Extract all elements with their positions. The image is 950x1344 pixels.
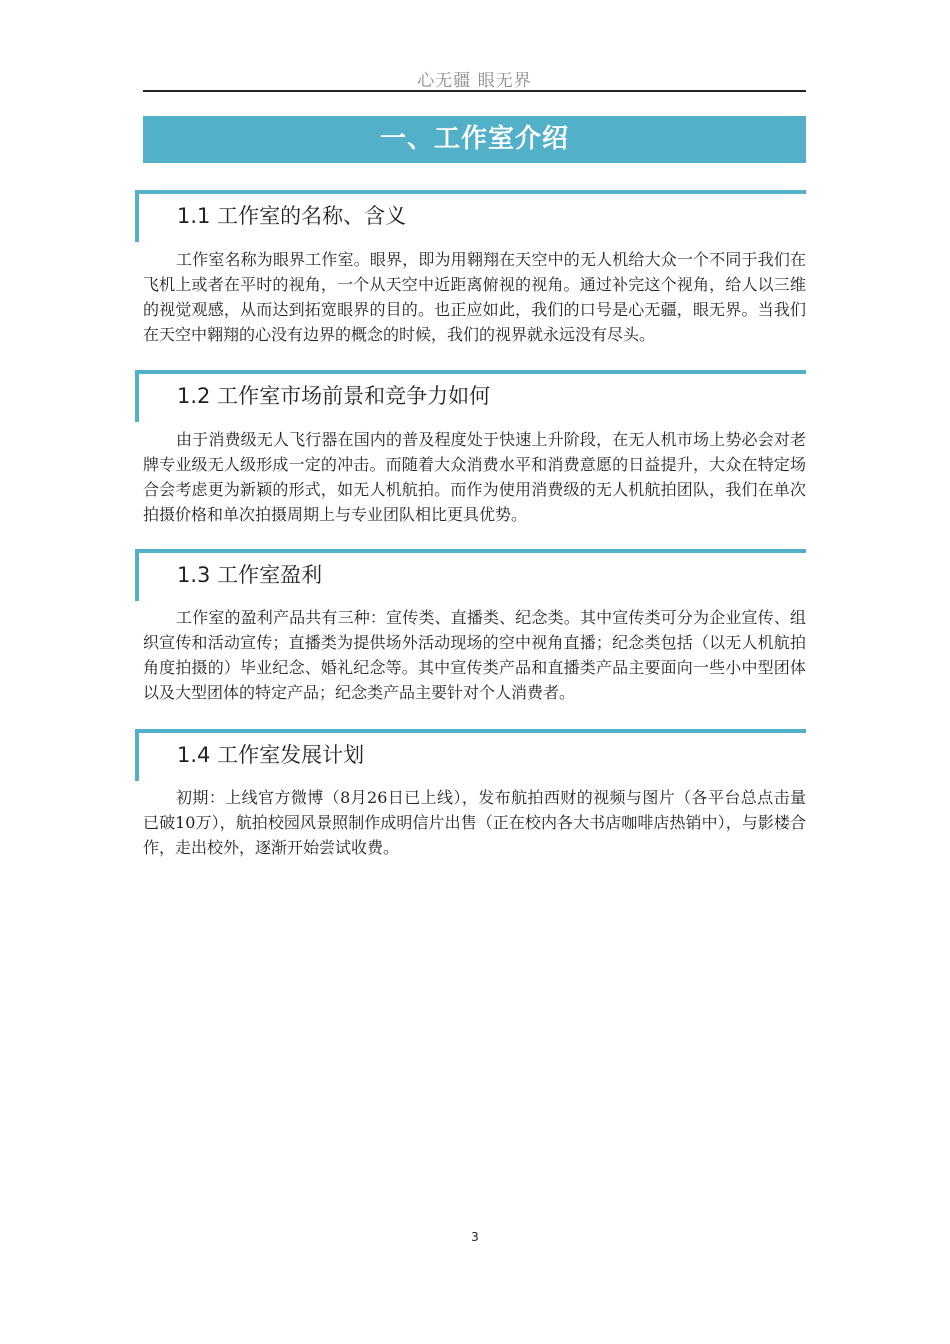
- section-body-1-1: 工作室名称为眼界工作室。眼界，即为用翱翔在天空中的无人机给大众一个不同于我们在飞机上或者在平时的视角，一个从天空中近距离俯视的视角。通过补完这个视角，给人以三维的视觉观感，从而达到拓宽眼界的目的。也正应如此，我们的口号是心无疆，眼无界。当我们在天空中翱翔的心没有边界的概念的时候，我们的视界就永远没有尽头。: [143, 250, 806, 344]
- header-rule: [143, 90, 806, 92]
- section-rule-left: [135, 190, 139, 242]
- section-title: 1.2 工作室市场前景和竞争力如何: [177, 384, 491, 408]
- page-number: 3: [471, 1230, 479, 1244]
- chapter-title: 一、工作室介绍: [143, 116, 806, 163]
- section-body-1-2: 由于消费级无人飞行器在国内的普及程度处于快速上升阶段，在无人机市场上势必会对老牌专业级无人级形成一定的冲击。而随着大众消费水平和消费意愿的日益提升，大众在特定场合会考虑更为新颖的形式，如无人机航拍。而作为使用消费级的无人机航拍团队，我们在单次拍摄价格和单次拍摄周期上与专业团队相比更具优势。: [143, 430, 806, 524]
- section-rule-top: [135, 190, 806, 194]
- section-rule-left: [135, 370, 139, 422]
- section-title: 1.1 工作室的名称、含义: [177, 204, 407, 228]
- section-rule-left: [135, 549, 139, 601]
- section-rule-left: [135, 729, 139, 781]
- section-title: 1.4 工作室发展计划: [177, 743, 365, 767]
- section-rule-top: [135, 370, 806, 374]
- section-body-1-4: 初期：上线官方微博（8月26日已上线），发布航拍西财的视频与图片（各平台总点击量已破10万），航拍校园风景照制作成明信片出售（正在校内各大书店咖啡店热销中），与影楼合作，走出校外，逐渐开始尝试收费。: [143, 788, 806, 857]
- section-rule-top: [135, 549, 806, 553]
- section-title: 1.3 工作室盈利: [177, 563, 323, 587]
- running-header: 心无疆 眼无界: [417, 71, 532, 91]
- section-body-1-3: 工作室的盈利产品共有三种：宣传类、直播类、纪念类。其中宣传类可分为企业宣传、组织宣传和活动宣传；直播类为提供场外活动现场的空中视角直播；纪念类包括（以无人机航拍角度拍摄的）毕业纪念、婚礼纪念等。其中宣传类产品和直播类产品主要面向一些小中型团体以及大型团体的特定产品；纪念类产品主要针对个人消费者。: [143, 608, 806, 702]
- section-rule-top: [135, 729, 806, 733]
